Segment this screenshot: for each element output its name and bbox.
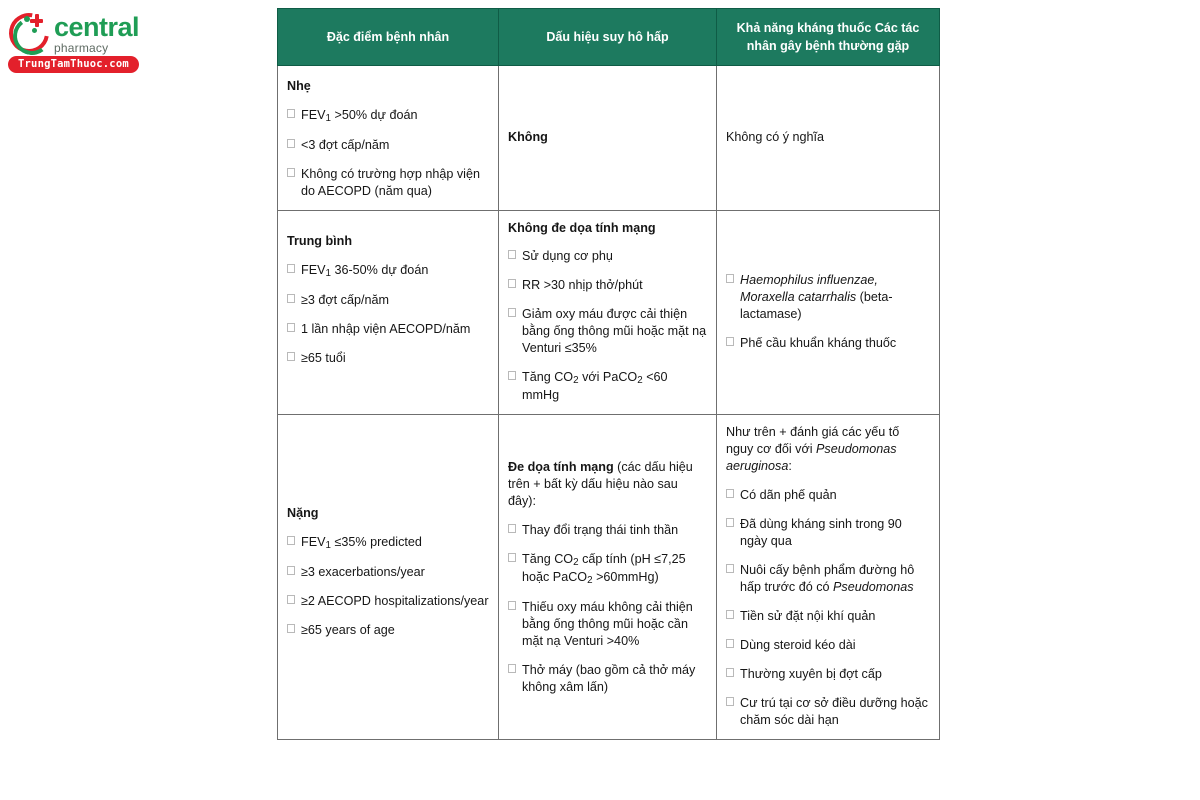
severity-label: Nhẹ — [287, 79, 311, 94]
list-item-label: Tăng CO2 cấp tính (pH ≤7,25 hoặc PaCO2 >60mmHg) — [522, 552, 686, 587]
checkbox-icon[interactable] — [287, 624, 295, 633]
respiratory-title-suffix: (các dấu hiệu trên + bất kỳ dấu hiệu nào sau đây): — [508, 460, 693, 509]
brand-wordmark — [54, 12, 139, 54]
checkbox-icon[interactable] — [287, 109, 295, 118]
cell-moderate-respiratory-signs — [499, 211, 717, 415]
list-item — [726, 695, 930, 729]
criteria-block — [287, 505, 489, 639]
respiratory-block — [508, 459, 707, 696]
list-item — [287, 137, 489, 154]
brand-logo — [8, 12, 158, 70]
resistance-lead-pre: Như trên + đánh giá các yếu tố nguy cơ đối với — [726, 425, 900, 457]
list-item — [508, 551, 707, 587]
column-header-resistance-pathogens: Khả năng kháng thuốc Các tác nhân gây bệnh thường gặp — [717, 9, 940, 66]
column-header-patient-characteristics: Đặc điểm bệnh nhân — [278, 9, 499, 66]
list-item-label: Đã dùng kháng sinh trong 90 ngày qua — [740, 517, 902, 549]
list-item-label: Phế cầu khuẩn kháng thuốc — [740, 336, 897, 351]
list-item-label: FEV1 36-50% dự đoán — [301, 263, 429, 280]
criteria-list — [287, 534, 489, 639]
criteria-block — [287, 233, 489, 367]
list-item — [508, 599, 707, 650]
list-item-label: Giảm oxy máu được cải thiện bằng ống thông mũi hoặc mặt nạ Venturi ≤35% — [522, 307, 707, 356]
cell-severity-moderate-criteria — [278, 211, 499, 415]
table-header — [278, 9, 940, 66]
column-header-respiratory-failure-signs: Dấu hiệu suy hô hấp — [499, 9, 717, 66]
copd-severity-table — [277, 8, 940, 740]
checkbox-icon[interactable] — [508, 250, 516, 259]
list-item-label: Nuôi cấy bệnh phẩm đường hô hấp trước đó có Pseudomonas — [740, 563, 915, 595]
checkbox-icon[interactable] — [287, 566, 295, 575]
list-item-label: Có dãn phế quản — [740, 488, 837, 503]
list-item — [508, 248, 707, 265]
list-item — [508, 522, 707, 539]
checkbox-icon[interactable] — [287, 323, 295, 332]
list-item-label: Cư trú tại cơ sở điều dưỡng hoặc chăm sóc dài hạn — [740, 696, 928, 728]
respiratory-list — [508, 522, 707, 696]
list-item — [726, 608, 930, 625]
resistance-lead: Không có ý nghĩa — [726, 130, 825, 145]
checkbox-icon[interactable] — [726, 639, 734, 648]
list-item-label: Thiếu oxy máu không cải thiện bằng ống thông mũi hoặc cần mặt nạ Venturi >40% — [522, 600, 693, 649]
checkbox-icon[interactable] — [508, 664, 516, 673]
list-item-label: FEV1 ≤35% predicted — [301, 535, 422, 552]
cell-severe-resistance — [717, 415, 940, 740]
resistance-block — [726, 129, 930, 146]
cell-severe-respiratory-signs — [499, 415, 717, 740]
cell-moderate-resistance — [717, 211, 940, 415]
checkbox-icon[interactable] — [287, 264, 295, 273]
severity-label: Trung bình — [287, 234, 353, 249]
resistance-block — [726, 272, 930, 352]
cell-severity-severe-criteria — [278, 415, 499, 740]
resistance-block — [726, 424, 930, 729]
list-item-label: ≥65 years of age — [301, 623, 395, 638]
checkbox-icon[interactable] — [508, 279, 516, 288]
list-item — [287, 622, 489, 639]
list-item — [287, 107, 489, 125]
cell-mild-respiratory-signs — [499, 66, 717, 211]
list-item-label: Thường xuyên bị đợt cấp — [740, 667, 882, 682]
criteria-list — [287, 262, 489, 367]
checkbox-icon[interactable] — [287, 168, 295, 177]
central-pharmacy-mark-icon — [8, 12, 50, 54]
checkbox-icon[interactable] — [508, 524, 516, 533]
list-item — [287, 321, 489, 338]
table-row — [278, 415, 940, 740]
checkbox-icon[interactable] — [726, 489, 734, 498]
list-item-label: ≥2 AECOPD hospitalizations/year — [301, 594, 489, 609]
list-item — [726, 666, 930, 683]
list-item — [287, 350, 489, 367]
respiratory-title-bold: Đe dọa tính mạng — [508, 460, 614, 475]
criteria-list — [287, 107, 489, 200]
checkbox-icon[interactable] — [726, 564, 734, 573]
severity-label: Nặng — [287, 506, 319, 521]
cell-severity-mild-criteria — [278, 66, 499, 211]
list-item — [726, 562, 930, 596]
respiratory-list — [508, 248, 707, 404]
table-row — [278, 66, 940, 211]
list-item-label: <3 đợt cấp/năm — [301, 138, 390, 153]
red-cross-icon — [30, 14, 43, 27]
resistance-lead — [726, 424, 930, 475]
list-item-label: Tăng CO2 với PaCO2 <60 mmHg — [522, 370, 668, 403]
list-item — [287, 593, 489, 610]
brand-name: central — [54, 12, 140, 42]
checkbox-icon[interactable] — [726, 337, 734, 346]
respiratory-block — [508, 129, 707, 146]
list-item-label: ≥3 exacerbations/year — [301, 565, 425, 580]
checkbox-icon[interactable] — [508, 308, 516, 317]
list-item-label: Dùng steroid kéo dài — [740, 638, 856, 653]
list-item-label: Sử dụng cơ phụ — [522, 249, 613, 264]
list-item-label: ≥65 tuổi — [301, 351, 346, 366]
list-item — [726, 637, 930, 654]
respiratory-title: Không — [508, 130, 548, 145]
list-item — [726, 335, 930, 352]
checkbox-icon[interactable] — [508, 371, 516, 380]
brand-domain-badge: TrungTamThuoc.com — [8, 56, 139, 73]
list-item — [508, 277, 707, 294]
table-body — [278, 66, 940, 740]
list-item-label: Haemophilus influenzae, Moraxella catarrhalis (beta-lactamase) — [740, 273, 893, 322]
checkbox-icon[interactable] — [726, 274, 734, 283]
list-item-label: FEV1 >50% dự đoán — [301, 108, 418, 125]
list-item-label: 1 lần nhập viện AECOPD/năm — [301, 322, 471, 337]
list-item-label: Tiền sử đặt nội khí quản — [740, 609, 876, 624]
respiratory-title — [508, 459, 707, 510]
checkbox-icon[interactable] — [508, 553, 516, 562]
table-header-row — [278, 9, 940, 66]
table-row — [278, 211, 940, 415]
resistance-lead-organism: Pseudomonas aeruginosa — [726, 442, 897, 474]
checkbox-icon[interactable] — [726, 610, 734, 619]
cell-mild-resistance — [717, 66, 940, 211]
checkbox-icon[interactable] — [287, 536, 295, 545]
list-item — [726, 272, 930, 323]
list-item — [508, 306, 707, 357]
list-item — [287, 292, 489, 309]
respiratory-title: Không đe dọa tính mạng — [508, 221, 656, 236]
green-dot-small-icon — [32, 28, 37, 33]
resistance-list — [726, 487, 930, 729]
list-item — [508, 662, 707, 696]
checkbox-icon[interactable] — [726, 668, 734, 677]
list-item — [726, 487, 930, 504]
brand-subtitle: pharmacy — [54, 41, 109, 55]
checkbox-icon[interactable] — [287, 294, 295, 303]
list-item — [726, 516, 930, 550]
checkbox-icon[interactable] — [287, 352, 295, 361]
resistance-list — [726, 272, 930, 352]
list-item — [287, 166, 489, 200]
list-item-label: RR >30 nhịp thở/phút — [522, 278, 643, 293]
list-item — [508, 369, 707, 404]
checkbox-icon[interactable] — [287, 595, 295, 604]
list-item — [287, 534, 489, 552]
list-item-label: ≥3 đợt cấp/năm — [301, 293, 389, 308]
checkbox-icon[interactable] — [726, 518, 734, 527]
logo-row — [8, 12, 158, 54]
list-item-label: Thở máy (bao gồm cả thở máy không xâm lấn) — [522, 663, 696, 695]
list-item-label: Thay đổi trạng thái tinh thần — [522, 523, 679, 538]
checkbox-icon[interactable] — [287, 139, 295, 148]
criteria-block — [287, 78, 489, 200]
list-item-label: Không có trường hợp nhập viện do AECOPD (năm qua) — [301, 167, 480, 199]
respiratory-block — [508, 220, 707, 404]
checkbox-icon[interactable] — [508, 601, 516, 610]
checkbox-icon[interactable] — [726, 697, 734, 706]
list-item — [287, 262, 489, 280]
resistance-lead-post: : — [788, 459, 792, 474]
list-item — [287, 564, 489, 581]
